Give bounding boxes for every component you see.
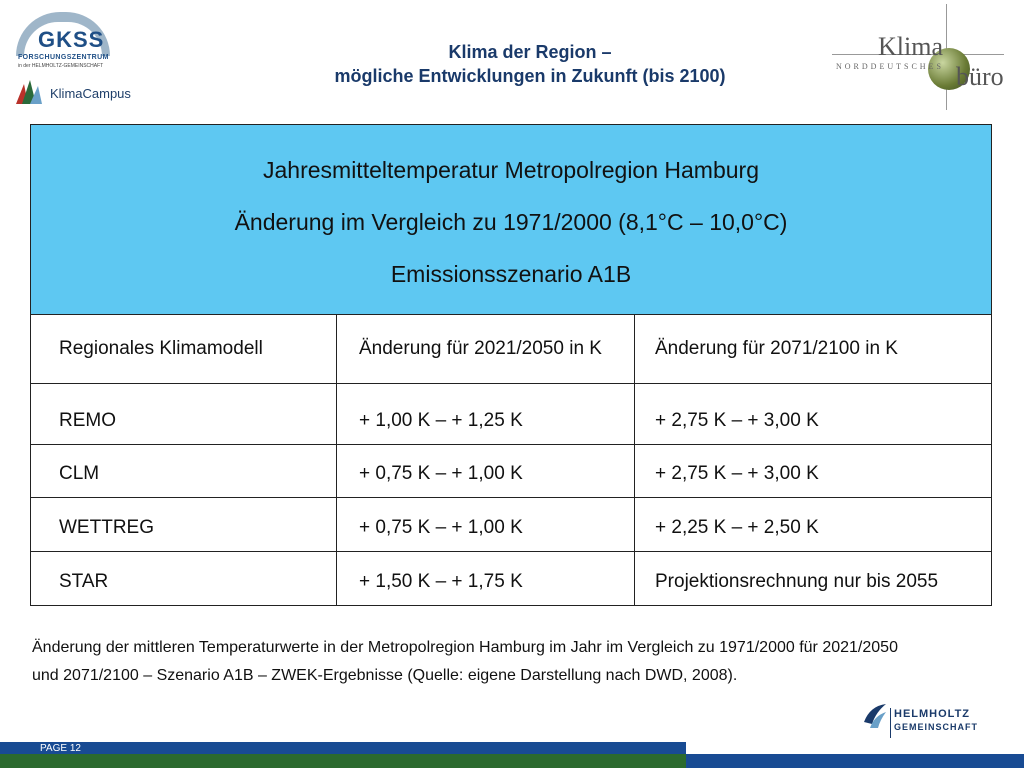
klimacampus-logo-text: KlimaCampus <box>50 86 131 101</box>
table-caption <box>32 634 1002 690</box>
table-row <box>31 498 991 552</box>
column-header-2021-2050: Änderung für 2021/2050 in K <box>337 315 635 383</box>
table-cell-2021-2050: + 0,75 K – + 1,00 K <box>337 445 635 497</box>
table-cell-2021-2050: + 1,50 K – + 1,75 K <box>337 552 635 605</box>
table-cell-2021-2050: + 0,75 K – + 1,00 K <box>337 498 635 551</box>
gkss-logo-subtitle-2: in der HELMHOLTZ-GEMEINSCHAFT <box>18 63 104 69</box>
klimacampus-mark-icon <box>14 78 44 106</box>
column-header-model: Regionales Klimamodell <box>31 315 337 383</box>
table-header-block <box>31 125 991 315</box>
table-cell-model: REMO <box>31 384 337 444</box>
page-number: PAGE 12 <box>40 743 81 754</box>
footer-bar-green <box>0 754 686 768</box>
table-cell-2021-2050: + 1,00 K – + 1,25 K <box>337 384 635 444</box>
table-caption-line-1: Änderung der mittleren Temperaturwerte in der Metropolregion Hamburg im Jahr im Vergleich zu 1971/2000 für 2021/2050 <box>32 639 898 656</box>
table-row <box>31 552 991 605</box>
slide-title <box>200 40 860 88</box>
klimacampus-logo <box>14 76 144 110</box>
table-cell-2071-2100: + 2,75 K – + 3,00 K <box>655 410 819 431</box>
table-cell-model: CLM <box>31 445 337 497</box>
table-row <box>31 384 991 445</box>
helmholtz-logo <box>862 700 1012 744</box>
table-cell-2071-2100: + 2,25 K – + 2,50 K <box>655 517 819 538</box>
table-header-line-2: Änderung im Vergleich zu 1971/2000 (8,1°C – 10,0°C) <box>234 209 788 235</box>
table-row <box>31 445 991 498</box>
klimabuero-logo <box>832 4 1012 112</box>
table-caption-line-2: und 2071/2100 – Szenario A1B – ZWEK-Ergebnisse (Quelle: eigene Darstellung nach DWD, 2008). <box>32 667 738 684</box>
klimabuero-logo-buero: büro <box>956 62 1004 91</box>
helmholtz-mark-icon <box>862 702 888 730</box>
klimabuero-logo-norddeutsches: NORDDEUTSCHES <box>836 62 944 71</box>
helmholtz-logo-line-2: GEMEINSCHAFT <box>894 722 978 732</box>
footer-bar-blue-right <box>686 754 1024 768</box>
gkss-logo <box>14 12 114 68</box>
gkss-logo-text: GKSS <box>38 27 105 52</box>
table-cell-model: WETTREG <box>31 498 337 551</box>
gkss-logo-subtitle: FORSCHUNGSZENTRUM <box>18 54 109 61</box>
table-header-line-3: Emissionsszenario A1B <box>390 261 632 287</box>
klimabuero-logo-klima: Klima <box>878 32 943 61</box>
table-column-header-row <box>31 315 991 384</box>
table-cell-2071-2100: Projektionsrechnung nur bis 2055 <box>655 571 939 592</box>
temperature-table <box>30 124 992 606</box>
helmholtz-logo-line-1: HELMHOLTZ <box>894 708 971 720</box>
slide-title-line-1: Klima der Region – <box>448 42 612 62</box>
column-header-2071-2100: Änderung für 2071/2100 in K <box>655 338 898 359</box>
table-cell-model: STAR <box>31 552 337 605</box>
table-cell-2071-2100: + 2,75 K – + 3,00 K <box>655 463 819 484</box>
table-header-line-1: Jahresmitteltemperatur Metropolregion Hamburg <box>263 157 759 183</box>
slide-title-line-2: mögliche Entwicklungen in Zukunft (bis 2100) <box>334 66 726 86</box>
footer-bar-blue <box>0 742 686 754</box>
